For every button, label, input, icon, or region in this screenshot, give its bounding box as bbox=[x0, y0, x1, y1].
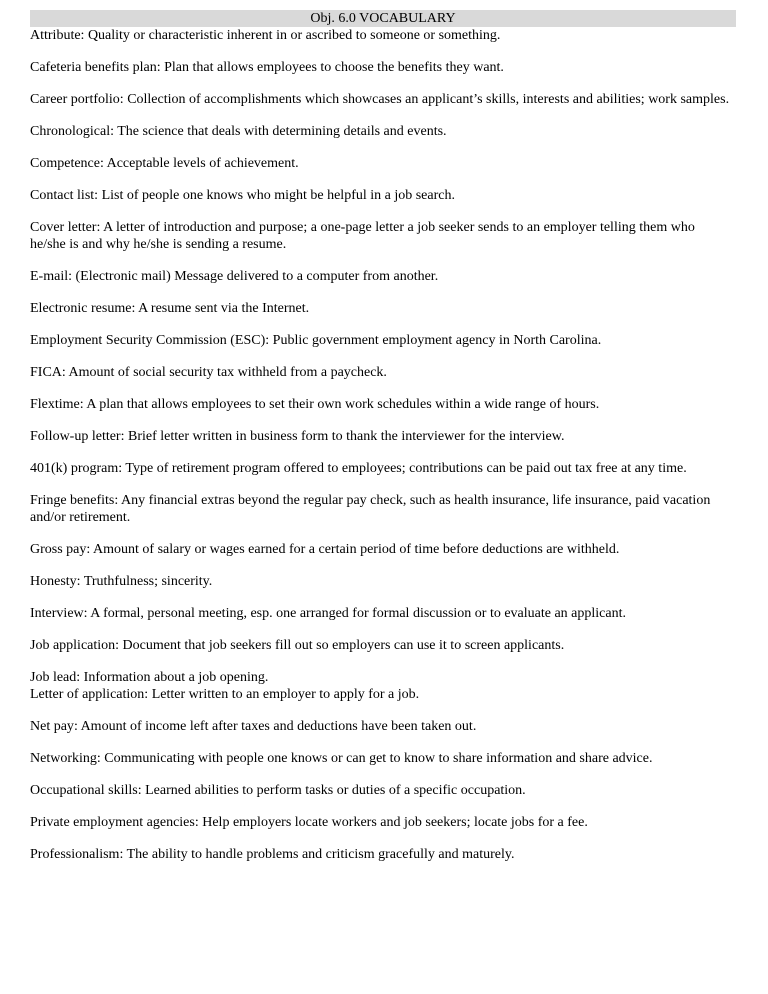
vocabulary-entry-competence bbox=[30, 155, 736, 172]
vocabulary-entry-e-mail bbox=[30, 268, 736, 285]
entry-term: Cafeteria benefits plan bbox=[30, 60, 157, 75]
vocabulary-entry-follow-up-letter bbox=[30, 428, 736, 445]
entry-term: Career portfolio bbox=[30, 92, 120, 107]
vocabulary-entry-cover-letter bbox=[30, 219, 736, 253]
entry-definition: List of people one knows who might be helpful in a job search. bbox=[101, 188, 455, 203]
vocabulary-entry-attribute bbox=[30, 27, 736, 44]
vocabulary-entry-gross-pay bbox=[30, 541, 736, 558]
entry-term: Contact list bbox=[30, 188, 95, 203]
vocabulary-page bbox=[30, 10, 736, 863]
entry-definition: A letter of introduction and purpose; a one-page letter a job seeker sends to an employer telling them who he/she is and why he/she is sending a resume. bbox=[30, 220, 695, 252]
vocabulary-list bbox=[30, 27, 736, 863]
entry-definition: Any financial extras beyond the regular pay check, such as health insurance, life insurance, paid vacation and/or retirement. bbox=[30, 493, 711, 525]
vocabulary-entry-job-application bbox=[30, 637, 736, 654]
entry-separator: : bbox=[96, 751, 105, 766]
entry-definition: Help employers locate workers and job seekers; locate jobs for a fee. bbox=[202, 815, 588, 830]
entry-definition: Plan that allows employees to choose the benefits they want. bbox=[164, 60, 504, 75]
entry-separator: : bbox=[96, 220, 104, 235]
vocabulary-entry-fica bbox=[30, 364, 736, 381]
vocabulary-entry-contact-list bbox=[30, 187, 736, 204]
vocabulary-entry-cafeteria-benefits-plan bbox=[30, 59, 736, 76]
vocabulary-entry-professionalism bbox=[30, 846, 736, 863]
entry-definition: Collection of accomplishments which showcases an applicant’s skills, interests and abilities; work samples. bbox=[127, 92, 730, 107]
vocabulary-entry-career-portfolio bbox=[30, 91, 736, 108]
entry-separator: : bbox=[80, 28, 88, 43]
entry-term: Cover letter bbox=[30, 220, 97, 235]
entry-separator: : bbox=[68, 269, 76, 284]
entry-term: Private employment agencies bbox=[30, 815, 195, 830]
entry-term: Employment Security Commission (ESC) bbox=[30, 333, 266, 348]
entry-definition: Quality or characteristic inherent in or ascribed to someone or something. bbox=[87, 28, 501, 43]
vocabulary-entry-letter-of-application bbox=[30, 686, 736, 703]
entry-separator: : bbox=[76, 574, 84, 589]
entry-separator: : bbox=[73, 719, 81, 734]
entry-separator: : bbox=[79, 397, 87, 412]
entry-term: 401(k) program bbox=[30, 461, 119, 476]
entry-term: Gross pay bbox=[30, 542, 87, 557]
entry-term: Networking bbox=[30, 751, 97, 766]
vocabulary-entry-networking bbox=[30, 750, 736, 767]
vocabulary-entry-job-lead bbox=[30, 669, 736, 686]
entry-separator: : bbox=[83, 606, 91, 621]
entry-term: Job lead bbox=[30, 670, 77, 685]
entry-term: Competence bbox=[30, 156, 100, 171]
entry-term: E-mail bbox=[30, 269, 69, 284]
vocabulary-entry-net-pay bbox=[30, 718, 736, 735]
vocabulary-entry-private-employment-agencies bbox=[30, 814, 736, 831]
entry-definition: Letter written to an employer to apply for a job. bbox=[151, 687, 420, 702]
vocabulary-entry-occupational-skills bbox=[30, 782, 736, 799]
entry-separator: : bbox=[119, 92, 128, 107]
entry-separator: : bbox=[115, 638, 123, 653]
entry-term: Interview bbox=[30, 606, 84, 621]
entry-definition: Amount of income left after taxes and deductions have been taken out. bbox=[80, 719, 477, 734]
entry-separator: : bbox=[120, 429, 128, 444]
vocabulary-entry-electronic-resume bbox=[30, 300, 736, 317]
vocabulary-entry-chronological bbox=[30, 123, 736, 140]
entry-term: Honesty bbox=[30, 574, 77, 589]
entry-separator: : bbox=[137, 783, 146, 798]
entry-definition: A plan that allows employees to set their own work schedules within a wide range of hours. bbox=[86, 397, 600, 412]
entry-separator: : bbox=[156, 60, 165, 75]
entry-definition: Communicating with people one knows or can get to know to share information and share advice. bbox=[104, 751, 653, 766]
vocabulary-entry-esc bbox=[30, 332, 736, 349]
entry-separator: : bbox=[99, 156, 107, 171]
entry-term: Follow-up letter bbox=[30, 429, 121, 444]
entry-definition: Amount of social security tax withheld from a paycheck. bbox=[68, 365, 387, 380]
vocabulary-entry-flextime bbox=[30, 396, 736, 413]
entry-term: Electronic resume bbox=[30, 301, 132, 316]
vocabulary-entry-honesty bbox=[30, 573, 736, 590]
entry-term: Fringe benefits bbox=[30, 493, 115, 508]
entry-definition: Acceptable levels of achievement. bbox=[106, 156, 299, 171]
entry-term: Occupational skills bbox=[30, 783, 138, 798]
entry-definition: Amount of salary or wages earned for a certain period of time before deductions are withheld. bbox=[93, 542, 620, 557]
entry-definition: A resume sent via the Internet. bbox=[138, 301, 310, 316]
entry-separator: : bbox=[114, 493, 121, 508]
page-title: Obj. 6.0 VOCABULARY bbox=[30, 10, 736, 27]
entry-term: Flextime bbox=[30, 397, 80, 412]
entry-term: Net pay bbox=[30, 719, 74, 734]
vocabulary-entry-interview bbox=[30, 605, 736, 622]
entry-separator: : bbox=[94, 188, 102, 203]
entry-definition: Type of retirement program offered to employees; contributions can be paid out tax free at any time. bbox=[125, 461, 687, 476]
entry-definition: Truthfulness; sincerity. bbox=[83, 574, 213, 589]
entry-term: FICA bbox=[30, 365, 62, 380]
entry-definition: Public government employment agency in North Carolina. bbox=[272, 333, 602, 348]
entry-definition: The ability to handle problems and criticism gracefully and maturely. bbox=[126, 847, 515, 862]
entry-separator: : bbox=[119, 847, 127, 862]
entry-separator: : bbox=[265, 333, 273, 348]
entry-definition: The science that deals with determining details and events. bbox=[117, 124, 447, 139]
entry-term: Job application bbox=[30, 638, 116, 653]
entry-term: Letter of application bbox=[30, 687, 145, 702]
entry-term: Attribute bbox=[30, 28, 81, 43]
entry-separator: : bbox=[131, 301, 139, 316]
vocabulary-entry-fringe-benefits bbox=[30, 492, 736, 526]
entry-separator: : bbox=[118, 461, 126, 476]
entry-separator: : bbox=[110, 124, 118, 139]
entry-separator: : bbox=[194, 815, 203, 830]
entry-term: Professionalism bbox=[30, 847, 120, 862]
entry-term: Chronological bbox=[30, 124, 111, 139]
entry-definition: (Electronic mail) Message delivered to a computer from another. bbox=[75, 269, 439, 284]
entry-definition: Information about a job opening. bbox=[83, 670, 269, 685]
entry-separator: : bbox=[61, 365, 69, 380]
entry-definition: Learned abilities to perform tasks or duties of a specific occupation. bbox=[145, 783, 526, 798]
vocabulary-entry-401k-program bbox=[30, 460, 736, 477]
entry-definition: Brief letter written in business form to thank the interviewer for the interview. bbox=[128, 429, 565, 444]
entry-separator: : bbox=[86, 542, 94, 557]
entry-definition: A formal, personal meeting, esp. one arranged for formal discussion or to evaluate an applicant. bbox=[90, 606, 626, 621]
entry-separator: : bbox=[76, 670, 84, 685]
entry-separator: : bbox=[144, 687, 152, 702]
entry-definition: Document that job seekers fill out so employers can use it to screen applicants. bbox=[122, 638, 565, 653]
